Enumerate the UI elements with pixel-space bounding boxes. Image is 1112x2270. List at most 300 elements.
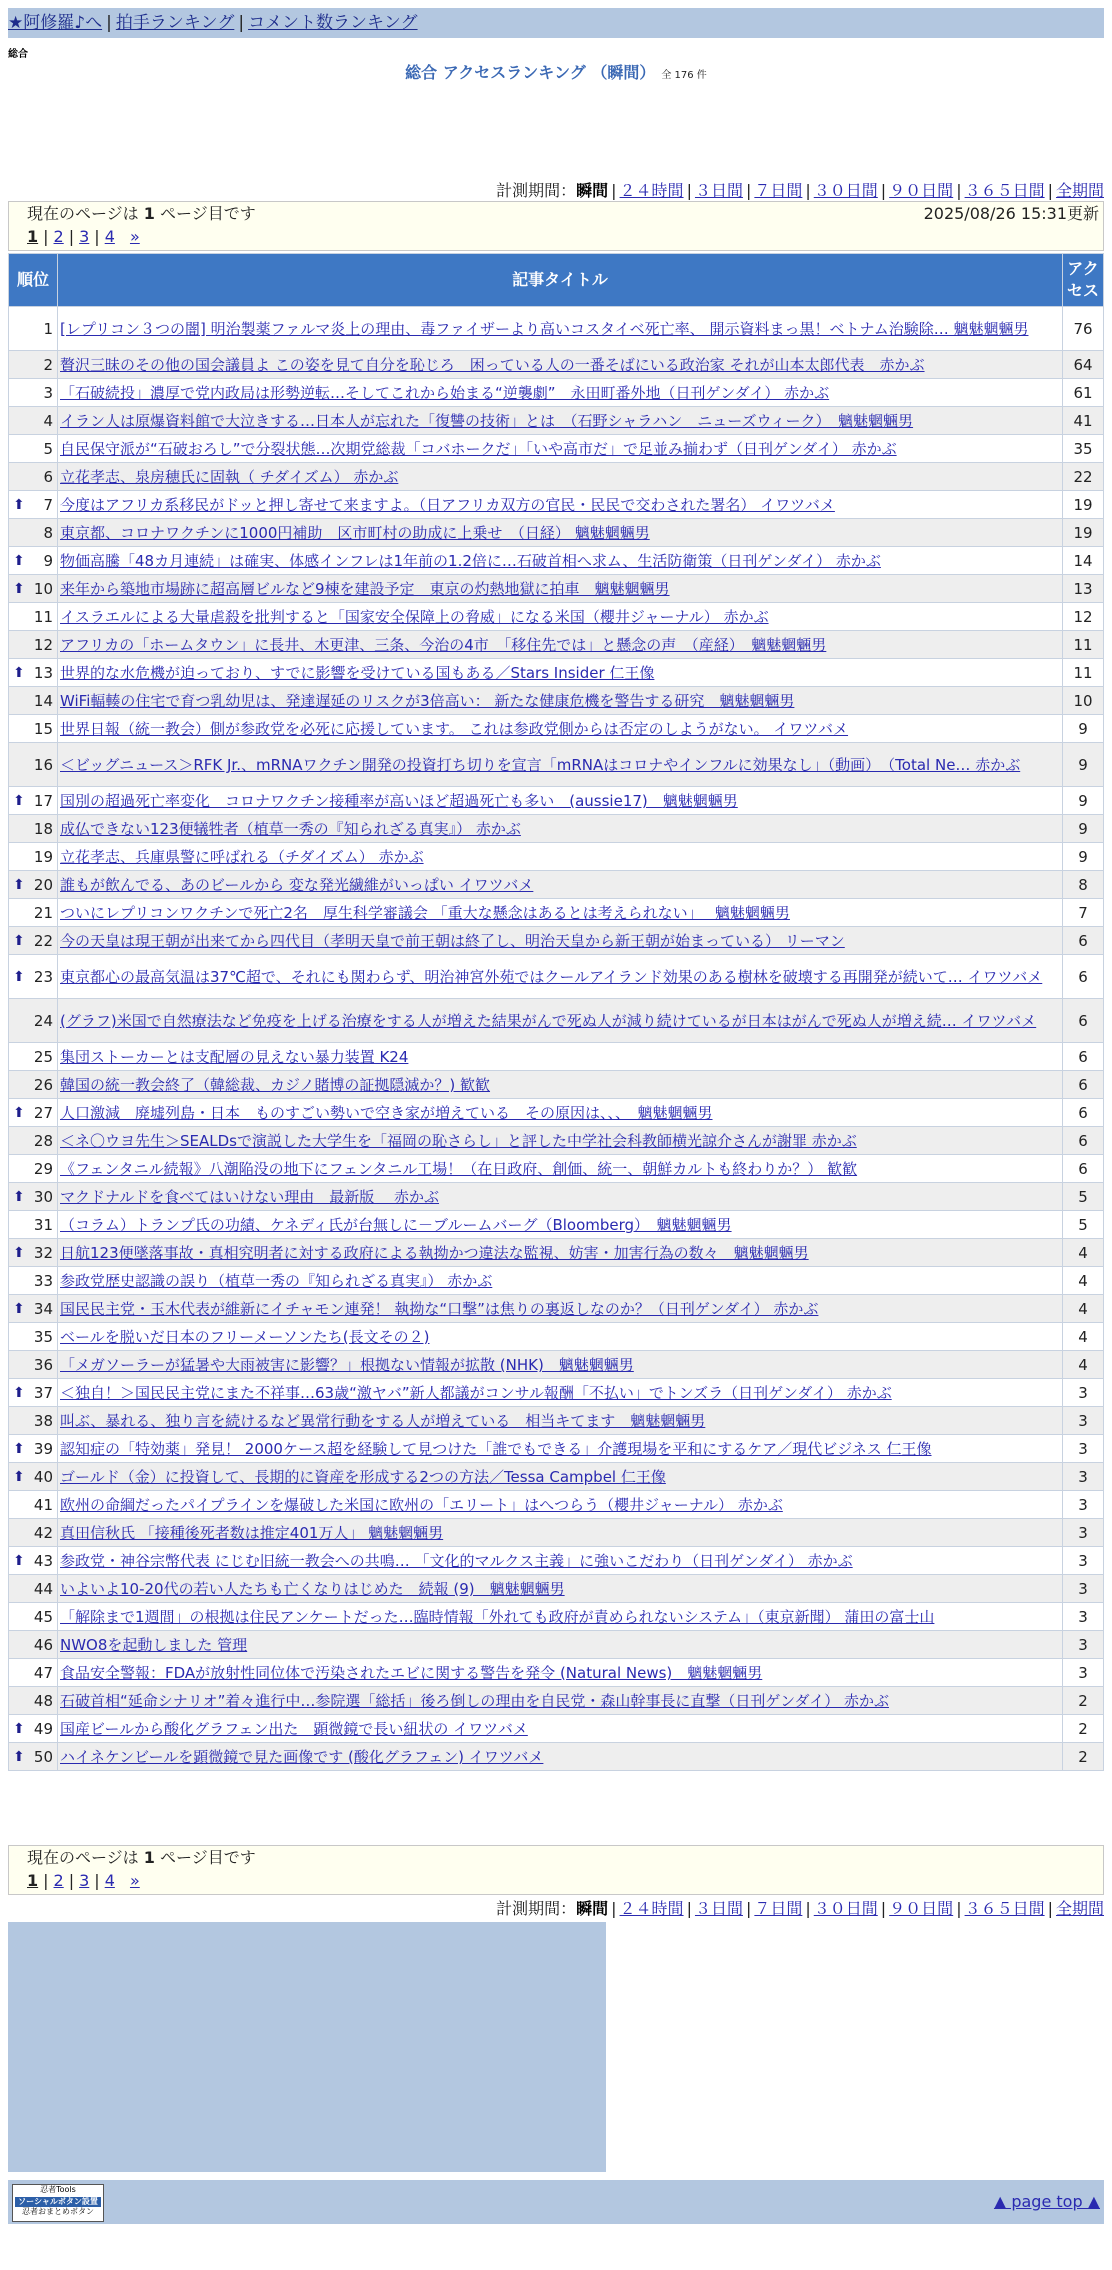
period-separator: | bbox=[1047, 181, 1053, 200]
article-link[interactable]: マクドナルドを食べてはいけない理由 最新版 赤かぶ bbox=[60, 1188, 440, 1206]
title-cell bbox=[58, 715, 1062, 742]
period-label: 計測期間： bbox=[496, 181, 577, 200]
social-button-badge[interactable] bbox=[12, 2184, 104, 2222]
table-row bbox=[9, 1155, 1103, 1182]
rank-cell bbox=[9, 1547, 57, 1574]
title-cell bbox=[58, 815, 1062, 842]
page-separator: | bbox=[68, 227, 75, 246]
table-row bbox=[9, 1295, 1103, 1322]
title-cell bbox=[58, 1239, 1062, 1266]
rank-cell bbox=[9, 351, 57, 378]
rank-number: 43 bbox=[33, 1551, 53, 1570]
rank-cell bbox=[9, 1575, 57, 1602]
title-cell bbox=[58, 1267, 1062, 1294]
rank-number: 18 bbox=[33, 819, 53, 838]
page-separator: | bbox=[43, 227, 49, 246]
access-count: 4 bbox=[1063, 1295, 1103, 1322]
rank-number: 12 bbox=[33, 635, 53, 654]
article-link[interactable]: 「解除まで1週間」の根拠は住民アンケートだった…臨時情報「外れても政府が責められないシステム」（東京新聞） 蒲田の富士山 bbox=[60, 1608, 935, 1626]
rank-number: 33 bbox=[33, 1271, 53, 1290]
period-link[interactable]: ３０日間 bbox=[813, 181, 878, 200]
rank-up-arrow-icon: ⬆ bbox=[13, 1188, 25, 1205]
rank-number: 39 bbox=[33, 1439, 53, 1458]
page-next-link[interactable]: » bbox=[129, 227, 140, 246]
title-cell bbox=[58, 927, 1062, 954]
title-cell bbox=[58, 1463, 1062, 1490]
rank-cell bbox=[9, 899, 57, 926]
title-cell bbox=[58, 787, 1062, 814]
rank-up-arrow-icon: ⬆ bbox=[13, 876, 25, 893]
table-row bbox=[9, 435, 1103, 462]
title-cell bbox=[58, 899, 1062, 926]
article-link[interactable]: ＜独自！＞国民民主党にまた不祥事…63歳“激ヤバ”新人都議がコンサル報酬「不払い」でトンズラ（日刊ゲンダイ） 赤かぶ bbox=[60, 1384, 892, 1402]
period-link[interactable]: ３日間 bbox=[694, 181, 743, 200]
rank-up-arrow-icon: ⬆ bbox=[13, 1748, 25, 1765]
table-row bbox=[9, 1743, 1103, 1770]
article-link[interactable]: 集団ストーカーとは支配層の見えない暴力装置 K24 bbox=[60, 1048, 409, 1066]
article-link[interactable]: 参政党歴史認識の誤り（植草一秀の『知られざる真実』） 赤かぶ bbox=[60, 1272, 493, 1290]
table-row bbox=[9, 1183, 1103, 1210]
article-link[interactable]: 国民民主党・玉木代表が維新にイチャモン連発！ 執拗な“口撃”は焦りの裏返しなのか？（日刊ゲンダイ） 赤かぶ bbox=[60, 1300, 819, 1318]
article-link[interactable]: 日航123便墜落事故・真相究明者に対する政府による執拗かつ違法な監視、妨害・加害行為の数々 魑魅魍魎男 bbox=[60, 1244, 809, 1262]
table-row bbox=[9, 519, 1103, 546]
access-count: 9 bbox=[1063, 787, 1103, 814]
column-header-rank: 順位 bbox=[9, 254, 57, 306]
table-row bbox=[9, 787, 1103, 814]
article-link[interactable]: 今の天皇は現王朝が出来てから四代目（孝明天皇で前王朝は終了し、明治天皇から新王朝が始まっている） リーマン bbox=[60, 932, 845, 950]
article-link[interactable]: 誰もが飲んでる、あのビールから 変な発光繊維がいっぱい イワツバメ bbox=[60, 876, 534, 894]
access-count: 3 bbox=[1063, 1519, 1103, 1546]
period-separator: | bbox=[880, 1899, 887, 1918]
table-row bbox=[9, 463, 1103, 490]
rank-number: 2 bbox=[43, 355, 53, 374]
article-link[interactable]: 国産ビールから酸化グラフェン出た 顕微鏡で長い紐状の イワツバメ bbox=[60, 1720, 528, 1738]
title-cell bbox=[58, 1295, 1062, 1322]
rank-up-arrow-icon: ⬆ bbox=[13, 932, 25, 949]
article-link[interactable]: ついにレプリコンワクチンで死亡2名 厚生科学審議会 「重大な懸念はあるとは考えられない」 魑魅魍魎男 bbox=[60, 904, 790, 922]
page-separator: | bbox=[43, 1871, 49, 1890]
rank-number: 24 bbox=[33, 1011, 53, 1030]
table-row bbox=[9, 1351, 1103, 1378]
article-link[interactable]: 自民保守派が“石破おろし”で分裂状態…次期党総裁「コバホークだ」「いや高市だ」で足並み揃わず（日刊ゲンダイ） 赤かぶ bbox=[60, 440, 897, 458]
access-count: 4 bbox=[1063, 1267, 1103, 1294]
rank-number: 22 bbox=[33, 931, 53, 950]
access-count: 2 bbox=[1063, 1715, 1103, 1742]
rank-cell bbox=[9, 927, 57, 954]
table-row bbox=[9, 1407, 1103, 1434]
column-header-count: アクセス bbox=[1063, 254, 1103, 306]
rank-cell bbox=[9, 631, 57, 658]
title-cell bbox=[58, 1491, 1062, 1518]
period-link[interactable]: ９０日間 bbox=[889, 1899, 954, 1918]
rank-number: 34 bbox=[33, 1299, 53, 1318]
article-link[interactable]: 参政党・神谷宗幣代表 にじむ旧統一教会への共鳴… 「文化的マルクス主義」に強いこだわり（日刊ゲンダイ） 赤かぶ bbox=[60, 1552, 853, 1570]
article-link[interactable]: （コラム）トランプ氏の功績、ケネディ氏が台無しに－ブルームバーグ（Bloomberg） 魑魅魍魎男 bbox=[60, 1216, 732, 1234]
access-count: 61 bbox=[1063, 379, 1103, 406]
page-next-link[interactable]: » bbox=[129, 1871, 140, 1890]
table-row bbox=[9, 1547, 1103, 1574]
nav-separator: | bbox=[106, 13, 112, 33]
ranking-table bbox=[8, 253, 1104, 1771]
title-cell bbox=[58, 1743, 1062, 1770]
title-cell bbox=[58, 407, 1062, 434]
article-link[interactable]: 《フェンタニル続報》八潮陥没の地下にフェンタニル工場！（在日政府、創価、統一、朝鮮カルトも終わりか？） 歓歓 bbox=[60, 1160, 858, 1178]
rank-cell bbox=[9, 715, 57, 742]
rank-number: 27 bbox=[33, 1103, 53, 1122]
rank-cell bbox=[9, 1239, 57, 1266]
title-cell bbox=[58, 435, 1062, 462]
rank-number: 38 bbox=[33, 1411, 53, 1430]
rank-cell bbox=[9, 687, 57, 714]
access-count: 11 bbox=[1063, 659, 1103, 686]
article-link[interactable]: イスラエルによる大量虐殺を批判すると「国家安全保障上の脅威」になる米国（櫻井ジャーナル） 赤かぶ bbox=[60, 608, 769, 626]
page-separator bbox=[120, 1871, 125, 1890]
access-count: 4 bbox=[1063, 1351, 1103, 1378]
footer-bar bbox=[8, 2180, 1104, 2224]
rank-number: 47 bbox=[33, 1663, 53, 1682]
table-row bbox=[9, 743, 1103, 786]
period-link[interactable]: ７日間 bbox=[754, 1899, 803, 1918]
period-separator: | bbox=[745, 181, 752, 200]
rank-number: 17 bbox=[33, 791, 53, 810]
rank-number: 37 bbox=[33, 1383, 53, 1402]
rank-number: 35 bbox=[33, 1327, 53, 1346]
period-link[interactable]: ７日間 bbox=[754, 181, 803, 200]
period-link[interactable]: ３６５日間 bbox=[964, 1899, 1045, 1918]
rank-number: 6 bbox=[43, 467, 53, 486]
article-link[interactable]: 「メガソーラーが猛暑や大雨被害に影響？」根拠ない情報が拡散 (NHK) 魑魅魍魎男 bbox=[60, 1356, 634, 1374]
rank-number: 19 bbox=[33, 847, 53, 866]
rank-cell bbox=[9, 1127, 57, 1154]
title-cell bbox=[58, 1603, 1062, 1630]
access-count: 14 bbox=[1063, 547, 1103, 574]
title-cell bbox=[58, 519, 1062, 546]
table-row bbox=[9, 1687, 1103, 1714]
rank-number: 25 bbox=[33, 1047, 53, 1066]
access-count: 8 bbox=[1063, 871, 1103, 898]
period-link[interactable]: ２４時間 bbox=[619, 181, 684, 200]
rank-cell bbox=[9, 1183, 57, 1210]
article-link[interactable]: 贅沢三昧のその他の国会議員よ この姿を見て自分を恥じろ 困っている人の一番そばにいる政治家 それが山本太郎代表 赤かぶ bbox=[60, 356, 925, 374]
table-row bbox=[9, 687, 1103, 714]
pager-text: 現在のページは bbox=[27, 1848, 144, 1867]
rank-cell bbox=[9, 1491, 57, 1518]
table-row bbox=[9, 1043, 1103, 1070]
title-cell bbox=[58, 1547, 1062, 1574]
period-separator: | bbox=[956, 1899, 962, 1918]
period-separator: | bbox=[611, 1899, 617, 1918]
page-link[interactable]: 4 bbox=[104, 227, 115, 246]
rank-cell bbox=[9, 1043, 57, 1070]
access-count: 9 bbox=[1063, 715, 1103, 742]
article-link[interactable]: 国別の超過死亡率変化 コロナワクチン接種率が高いほど超過死亡も多い (aussie17) 魑魅魍魎男 bbox=[60, 792, 738, 810]
rank-up-arrow-icon: ⬆ bbox=[13, 792, 25, 809]
article-link[interactable]: 物価高騰「48カ月連続」は確実、体感インフレは1年前の1.2倍に…石破首相へ求ム、生活防衛策（日刊ゲンダイ） 赤かぶ bbox=[60, 552, 881, 570]
title-cell bbox=[58, 955, 1062, 998]
page-link[interactable]: 4 bbox=[104, 1871, 115, 1890]
access-count: 4 bbox=[1063, 1323, 1103, 1350]
rank-cell bbox=[9, 1743, 57, 1770]
page-link[interactable]: 3 bbox=[79, 1871, 90, 1890]
period-separator: | bbox=[956, 181, 962, 200]
access-count: 6 bbox=[1063, 1071, 1103, 1098]
period-link[interactable]: ３日間 bbox=[694, 1899, 743, 1918]
page-link[interactable]: 2 bbox=[53, 1871, 64, 1890]
rank-number: 49 bbox=[33, 1719, 53, 1738]
table-row bbox=[9, 379, 1103, 406]
article-link[interactable]: 人口激減 廃墟列島・日本 ものすごい勢いで空き家が増えている その原因は、、、 魑魅魍魎男 bbox=[60, 1104, 713, 1122]
table-row bbox=[9, 715, 1103, 742]
article-link[interactable]: (グラフ)米国で自然療法など免疫を上げる治療をする人が増えた結果がんで死ぬ人が減り続けているが日本はがんで死ぬ人が増え続… イワツバメ bbox=[60, 1012, 1037, 1030]
title-cell bbox=[58, 743, 1062, 786]
period-link[interactable]: ３０日間 bbox=[813, 1899, 878, 1918]
title-cell bbox=[58, 1435, 1062, 1462]
access-count: 6 bbox=[1063, 1155, 1103, 1182]
rank-cell bbox=[9, 1603, 57, 1630]
rank-up-arrow-icon: ⬆ bbox=[13, 1468, 25, 1485]
rank-cell bbox=[9, 547, 57, 574]
access-count: 41 bbox=[1063, 407, 1103, 434]
period-label: 計測期間： bbox=[496, 1899, 577, 1918]
rank-cell bbox=[9, 519, 57, 546]
nav-link-applause-ranking[interactable]: 拍手ランキング bbox=[115, 13, 235, 33]
rank-number: 5 bbox=[43, 439, 53, 458]
table-row bbox=[9, 1267, 1103, 1294]
rank-cell bbox=[9, 307, 57, 350]
article-link[interactable]: 欧州の命綱だったパイプラインを爆破した米国に欧州の「エリート」はへつらう（櫻井ジャーナル） 赤かぶ bbox=[60, 1496, 783, 1514]
access-count: 13 bbox=[1063, 575, 1103, 602]
access-count: 10 bbox=[1063, 687, 1103, 714]
article-link[interactable]: 石破首相“延命シナリオ”着々進行中…参院選「総括」後ろ倒しの理由を自民党・森山幹事長に直撃（日刊ゲンダイ） 赤かぶ bbox=[60, 1692, 889, 1710]
rank-number: 48 bbox=[33, 1691, 53, 1710]
table-row bbox=[9, 1491, 1103, 1518]
total-count: 全 176 件 bbox=[661, 70, 707, 81]
period-link[interactable]: 全期間 bbox=[1055, 1899, 1104, 1918]
article-link[interactable]: ベールを脱いだ日本のフリーメーソンたち(長文その２) bbox=[60, 1328, 430, 1346]
table-row bbox=[9, 1127, 1103, 1154]
rank-number: 30 bbox=[33, 1187, 53, 1206]
access-count: 3 bbox=[1063, 1575, 1103, 1602]
rank-cell bbox=[9, 1267, 57, 1294]
rank-up-arrow-icon: ⬆ bbox=[13, 1104, 25, 1121]
article-link[interactable]: 真田信秋氏 「接種後死者数は推定401万人」 魑魅魍魎男 bbox=[60, 1524, 444, 1542]
page-link[interactable]: 3 bbox=[79, 227, 90, 246]
access-count: 11 bbox=[1063, 631, 1103, 658]
badge-brand: 忍者Tools bbox=[40, 2185, 76, 2194]
page-link[interactable]: 2 bbox=[53, 227, 64, 246]
title-cell bbox=[58, 1575, 1062, 1602]
rank-number: 10 bbox=[33, 579, 53, 598]
title-cell bbox=[58, 1687, 1062, 1714]
title-cell bbox=[58, 379, 1062, 406]
rank-number: 40 bbox=[33, 1467, 53, 1486]
article-link[interactable]: ＜ネ〇ウヨ先生＞SEALDsで演説した大学生を「福岡の恥さらし」と評した中学社会科教師横光諒介さんが謝罪 赤かぶ bbox=[60, 1132, 857, 1150]
table-row bbox=[9, 1239, 1103, 1266]
rank-up-arrow-icon: ⬆ bbox=[13, 1384, 25, 1401]
title-cell bbox=[58, 1127, 1062, 1154]
article-link[interactable]: 世界日報（統一教会）側が参政党を必死に応援しています。 これは参政党側からは否定のしようがない。 イワツバメ bbox=[60, 720, 849, 738]
period-link[interactable]: ２４時間 bbox=[619, 1899, 684, 1918]
title-cell bbox=[58, 307, 1062, 350]
access-count: 35 bbox=[1063, 435, 1103, 462]
rank-cell bbox=[9, 463, 57, 490]
rank-cell bbox=[9, 1099, 57, 1126]
period-separator: | bbox=[805, 1899, 811, 1918]
rank-cell bbox=[9, 1463, 57, 1490]
page-top-link[interactable]: ▲ page top ▲ bbox=[993, 2192, 1100, 2211]
table-row bbox=[9, 955, 1103, 998]
table-row bbox=[9, 1519, 1103, 1546]
title-cell bbox=[58, 843, 1062, 870]
breadcrumb: 総合 bbox=[8, 49, 28, 60]
table-row bbox=[9, 491, 1103, 518]
article-link[interactable]: 成仏できない123便犠牲者（植草一秀の『知られざる真実』） 赤かぶ bbox=[60, 820, 521, 838]
title-cell bbox=[58, 1379, 1062, 1406]
rank-number: 7 bbox=[43, 495, 53, 514]
table-row bbox=[9, 1211, 1103, 1238]
page-current: 1 bbox=[27, 227, 39, 246]
rank-cell bbox=[9, 955, 57, 998]
rank-cell bbox=[9, 379, 57, 406]
table-row bbox=[9, 351, 1103, 378]
access-count: 64 bbox=[1063, 351, 1103, 378]
rank-cell bbox=[9, 1155, 57, 1182]
title-cell bbox=[58, 603, 1062, 630]
rank-cell bbox=[9, 843, 57, 870]
article-link[interactable]: アフリカの「ホームタウン」に長井、木更津、三条、今治の4市 「移住先では」と懸念の声 （産経） 魑魅魍魎男 bbox=[60, 636, 827, 654]
period-current: 瞬間 bbox=[576, 1899, 609, 1918]
table-row bbox=[9, 575, 1103, 602]
access-count: 12 bbox=[1063, 603, 1103, 630]
table-row bbox=[9, 547, 1103, 574]
table-row bbox=[9, 1323, 1103, 1350]
rank-up-arrow-icon: ⬆ bbox=[13, 580, 25, 597]
article-link[interactable]: [レプリコン３つの闇] 明治製薬ファルマ炎上の理由、毒ファイザーより高いコスタイベ死亡率、 開示資料まっ黒！ベトナム治験除… 魑魅魍魎男 bbox=[60, 320, 1029, 338]
period-link[interactable]: ９０日間 bbox=[889, 181, 954, 200]
badge-title: ソーシャルボタン設置 bbox=[15, 2197, 101, 2207]
title-cell bbox=[58, 491, 1062, 518]
article-link[interactable]: いよいよ10-20代の若い人たちも亡くなりはじめた 続報 (9) 魑魅魍魎男 bbox=[60, 1580, 565, 1598]
rank-cell bbox=[9, 603, 57, 630]
rank-number: 11 bbox=[33, 607, 53, 626]
title-cell bbox=[58, 871, 1062, 898]
article-link[interactable]: ハイネケンビールを顕微鏡で見た画像です (酸化グラフェン) イワツバメ bbox=[60, 1748, 544, 1766]
article-link[interactable]: 食品安全警報：FDAが放射性同位体で汚染されたエビに関する警告を発令 (Natural News) 魑魅魍魎男 bbox=[60, 1664, 763, 1682]
period-separator: | bbox=[745, 1899, 752, 1918]
rank-cell bbox=[9, 1687, 57, 1714]
rank-number: 32 bbox=[33, 1243, 53, 1262]
period-link[interactable]: 全期間 bbox=[1055, 181, 1104, 200]
article-link[interactable]: 認知症の「特効薬」発見！ 2000ケース超を経験して見つけた「誰でもできる」介護現場を平和にするケア／現代ビジネス 仁王像 bbox=[60, 1440, 932, 1458]
article-link[interactable]: 韓国の統一教会終了（韓総裁、カジノ賭博の証拠隠滅か？) 歓歓 bbox=[60, 1076, 491, 1094]
title-cell bbox=[58, 1183, 1062, 1210]
rank-cell bbox=[9, 407, 57, 434]
table-row bbox=[9, 815, 1103, 842]
title-cell bbox=[58, 1659, 1062, 1686]
title-cell bbox=[58, 1071, 1062, 1098]
rank-up-arrow-icon: ⬆ bbox=[13, 1552, 25, 1569]
rank-number: 36 bbox=[33, 1355, 53, 1374]
period-separator: | bbox=[880, 181, 887, 200]
rank-number: 44 bbox=[33, 1579, 53, 1598]
period-link[interactable]: ３６５日間 bbox=[964, 181, 1045, 200]
nav-link-comment-ranking[interactable]: コメント数ランキング bbox=[248, 13, 418, 33]
access-count: 7 bbox=[1063, 899, 1103, 926]
pager-text: ページ目です bbox=[154, 204, 256, 223]
rank-number: 23 bbox=[33, 967, 53, 986]
rank-cell bbox=[9, 659, 57, 686]
pager-links bbox=[9, 226, 1103, 250]
page-separator: | bbox=[68, 1871, 75, 1890]
article-link[interactable]: 世界的な水危機が迫っており、すでに影響を受けている国もある／Stars Insider 仁王像 bbox=[60, 664, 655, 682]
access-count: 6 bbox=[1063, 1099, 1103, 1126]
article-link[interactable]: 今度はアフリカ系移民がドッと押し寄せて来ますよ。（日アフリカ双方の官民・民民で交わされた署名） イワツバメ bbox=[60, 496, 835, 514]
title-cell bbox=[58, 1323, 1062, 1350]
article-link[interactable]: 東京都心の最高気温は37℃超で、それにも関わらず、明治神宮外苑ではクールアイランド効果のある樹林を破壊する再開発が続いて… イワツバメ bbox=[60, 968, 1043, 986]
pager-top bbox=[8, 201, 1104, 251]
rank-up-arrow-icon: ⬆ bbox=[13, 1720, 25, 1737]
article-link[interactable]: 来年から築地市場跡に超高層ビルなど9棟を建設予定 東京の灼熱地獄に拍車 魑魅魍魎男 bbox=[60, 580, 670, 598]
rank-cell bbox=[9, 1211, 57, 1238]
article-link[interactable]: 「石破続投」濃厚で党内政局は形勢逆転…そしてこれから始まる“逆襲劇” 永田町番外地（日刊ゲンダイ） 赤かぶ bbox=[60, 384, 830, 402]
period-separator: | bbox=[1047, 1899, 1053, 1918]
access-count: 19 bbox=[1063, 491, 1103, 518]
table-row bbox=[9, 871, 1103, 898]
article-link[interactable]: ＜ビッグニュース＞RFK Jr.、mRNAワクチン開発の投資打ち切りを宣言「mRNAはコロナやインフルに効果なし」（動画） （Total Ne… 赤かぶ bbox=[60, 756, 1021, 774]
article-link[interactable]: イラン人は原爆資料館で大泣きする…日本人が忘れた「復讐の技術」とは （石野シャラハン ニューズウィーク） 魑魅魍魎男 bbox=[60, 412, 914, 430]
article-link[interactable]: WiFi輻輳の住宅で育つ乳幼児は、発達遅延のリスクが3倍高い： 新たな健康危機を警告する研究 魑魅魍魎男 bbox=[60, 692, 795, 710]
article-link[interactable]: 立花孝志、兵庫県警に呼ばれる（チダイズム） 赤かぶ bbox=[60, 848, 424, 866]
article-link[interactable]: ゴールド（金）に投資して、長期的に資産を形成する2つの方法／Tessa Campbel 仁王像 bbox=[60, 1468, 666, 1486]
table-row bbox=[9, 1659, 1103, 1686]
rank-number: 4 bbox=[43, 411, 53, 430]
table-row bbox=[9, 1435, 1103, 1462]
article-link[interactable]: NWO8を起動しました 管理 bbox=[60, 1636, 248, 1654]
rank-cell bbox=[9, 871, 57, 898]
rank-cell bbox=[9, 435, 57, 462]
table-row bbox=[9, 407, 1103, 434]
top-navigation bbox=[8, 8, 1104, 38]
table-row bbox=[9, 1715, 1103, 1742]
page-current: 1 bbox=[27, 1871, 39, 1890]
access-count: 3 bbox=[1063, 1463, 1103, 1490]
rank-cell bbox=[9, 815, 57, 842]
access-count: 6 bbox=[1063, 955, 1103, 998]
access-count: 3 bbox=[1063, 1631, 1103, 1658]
rank-cell bbox=[9, 1071, 57, 1098]
article-link[interactable]: 叫ぶ、暴れる、独り言を続けるなど異常行動をする人が増えている 相当キてます 魑魅魍魎男 bbox=[60, 1412, 706, 1430]
rank-up-arrow-icon: ⬆ bbox=[13, 552, 25, 569]
rank-number: 13 bbox=[33, 663, 53, 682]
rank-number: 1 bbox=[43, 319, 53, 338]
rank-cell bbox=[9, 787, 57, 814]
access-count: 3 bbox=[1063, 1435, 1103, 1462]
rank-number: 28 bbox=[33, 1131, 53, 1150]
rank-cell bbox=[9, 1519, 57, 1546]
title-cell bbox=[58, 999, 1062, 1042]
rank-cell bbox=[9, 1379, 57, 1406]
access-count: 6 bbox=[1063, 927, 1103, 954]
access-count: 19 bbox=[1063, 519, 1103, 546]
nav-separator: | bbox=[238, 13, 245, 33]
table-row bbox=[9, 631, 1103, 658]
nav-link-ashura[interactable]: ★阿修羅♪へ bbox=[8, 13, 103, 33]
article-link[interactable]: 東京都、コロナワクチンに1000円補助 区市町村の助成に上乗せ （日経） 魑魅魍魎男 bbox=[60, 524, 650, 542]
rank-cell bbox=[9, 1659, 57, 1686]
rank-number: 21 bbox=[33, 903, 53, 922]
access-count: 9 bbox=[1063, 743, 1103, 786]
article-link[interactable]: 立花孝志、泉房穂氏に固執（ チダイズム） 赤かぶ bbox=[60, 468, 399, 486]
